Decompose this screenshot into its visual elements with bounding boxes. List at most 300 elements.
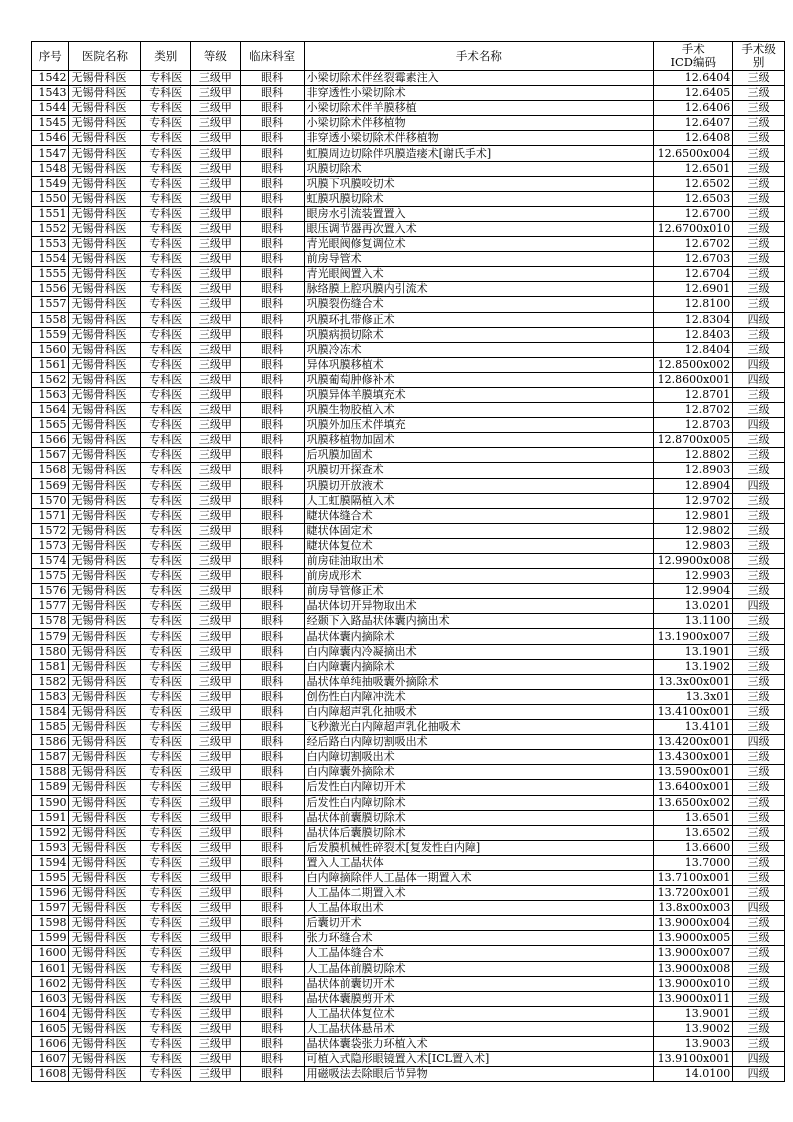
cell-surgery-name: 人工晶状体复位术 xyxy=(304,1006,654,1021)
cell-level: 三级 xyxy=(733,327,785,342)
cell-level: 三级 xyxy=(733,659,785,674)
cell-grade: 三级甲 xyxy=(191,976,241,991)
cell-level: 三级 xyxy=(733,554,785,569)
cell-level: 四级 xyxy=(733,478,785,493)
cell-no: 1569 xyxy=(32,478,69,493)
table-row xyxy=(32,674,785,689)
table-row xyxy=(32,237,785,252)
cell-surgery-name: 巩膜病损切除术 xyxy=(304,327,654,342)
cell-icd-code: 12.6702 xyxy=(654,237,733,252)
cell-type: 专科医 xyxy=(141,886,191,901)
cell-type: 专科医 xyxy=(141,931,191,946)
cell-hospital: 无锡骨科医 xyxy=(69,463,141,478)
cell-no: 1576 xyxy=(32,584,69,599)
cell-icd-code: 12.9904 xyxy=(654,584,733,599)
cell-type: 专科医 xyxy=(141,297,191,312)
cell-surgery-name: 眼压调节器再次置入术 xyxy=(304,221,654,236)
cell-grade: 三级甲 xyxy=(191,372,241,387)
cell-hospital: 无锡骨科医 xyxy=(69,418,141,433)
cell-hospital: 无锡骨科医 xyxy=(69,659,141,674)
cell-surgery-name: 脉络膜上腔巩膜内引流术 xyxy=(304,282,654,297)
cell-grade: 三级甲 xyxy=(191,765,241,780)
cell-surgery-name: 前房硅油取出术 xyxy=(304,554,654,569)
cell-no: 1599 xyxy=(32,931,69,946)
cell-icd-code: 12.6406 xyxy=(654,101,733,116)
cell-grade: 三级甲 xyxy=(191,584,241,599)
cell-hospital: 无锡骨科医 xyxy=(69,101,141,116)
cell-level: 三级 xyxy=(733,795,785,810)
cell-level: 三级 xyxy=(733,1037,785,1052)
cell-no: 1550 xyxy=(32,191,69,206)
cell-level: 三级 xyxy=(733,508,785,523)
cell-level: 三级 xyxy=(733,886,785,901)
table-row xyxy=(32,1006,785,1021)
cell-hospital: 无锡骨科医 xyxy=(69,614,141,629)
cell-level: 三级 xyxy=(733,387,785,402)
cell-icd-code: 12.6703 xyxy=(654,252,733,267)
cell-dept: 眼科 xyxy=(240,297,304,312)
cell-icd-code: 13.1900x007 xyxy=(654,629,733,644)
cell-grade: 三级甲 xyxy=(191,508,241,523)
cell-no: 1588 xyxy=(32,765,69,780)
cell-icd-code: 12.8701 xyxy=(654,387,733,402)
header-level-line1: 手术级 xyxy=(741,42,776,56)
cell-level: 三级 xyxy=(733,765,785,780)
cell-icd-code: 12.8702 xyxy=(654,403,733,418)
cell-type: 专科医 xyxy=(141,508,191,523)
cell-no: 1589 xyxy=(32,780,69,795)
cell-no: 1561 xyxy=(32,357,69,372)
cell-dept: 眼科 xyxy=(240,720,304,735)
cell-hospital: 无锡骨科医 xyxy=(69,1021,141,1036)
cell-icd-code: 13.1902 xyxy=(654,659,733,674)
cell-no: 1603 xyxy=(32,991,69,1006)
table-row xyxy=(32,312,785,327)
table-row xyxy=(32,810,785,825)
cell-surgery-name: 置入人工晶状体 xyxy=(304,855,654,870)
cell-hospital: 无锡骨科医 xyxy=(69,870,141,885)
cell-hospital: 无锡骨科医 xyxy=(69,161,141,176)
cell-no: 1600 xyxy=(32,946,69,961)
header-hospital: 医院名称 xyxy=(69,42,141,71)
cell-no: 1583 xyxy=(32,689,69,704)
cell-surgery-name: 异体巩膜移植术 xyxy=(304,357,654,372)
cell-icd-code: 13.8x00x003 xyxy=(654,901,733,916)
cell-dept: 眼科 xyxy=(240,252,304,267)
cell-surgery-name: 睫状体固定术 xyxy=(304,523,654,538)
cell-dept: 眼科 xyxy=(240,312,304,327)
header-no: 序号 xyxy=(32,42,69,71)
cell-level: 三级 xyxy=(733,252,785,267)
cell-dept: 眼科 xyxy=(240,1021,304,1036)
cell-grade: 三级甲 xyxy=(191,946,241,961)
table-row xyxy=(32,584,785,599)
cell-grade: 三级甲 xyxy=(191,387,241,402)
cell-dept: 眼科 xyxy=(240,146,304,161)
header-level-line2: 别 xyxy=(752,55,765,69)
cell-no: 1580 xyxy=(32,644,69,659)
cell-icd-code: 12.6500x004 xyxy=(654,146,733,161)
cell-type: 专科医 xyxy=(141,840,191,855)
cell-grade: 三级甲 xyxy=(191,493,241,508)
cell-grade: 三级甲 xyxy=(191,780,241,795)
cell-dept: 眼科 xyxy=(240,886,304,901)
cell-surgery-name: 可植入式隐形眼镜置入术[ICL置入术] xyxy=(304,1052,654,1067)
cell-dept: 眼科 xyxy=(240,478,304,493)
cell-hospital: 无锡骨科医 xyxy=(69,704,141,719)
cell-no: 1601 xyxy=(32,961,69,976)
cell-dept: 眼科 xyxy=(240,810,304,825)
table-row xyxy=(32,901,785,916)
cell-dept: 眼科 xyxy=(240,765,304,780)
cell-level: 三级 xyxy=(733,961,785,976)
cell-level: 三级 xyxy=(733,584,785,599)
cell-no: 1546 xyxy=(32,131,69,146)
cell-grade: 三级甲 xyxy=(191,870,241,885)
table-row xyxy=(32,538,785,553)
cell-icd-code: 13.4101 xyxy=(654,720,733,735)
cell-grade: 三级甲 xyxy=(191,659,241,674)
cell-icd-code: 12.6407 xyxy=(654,116,733,131)
cell-grade: 三级甲 xyxy=(191,403,241,418)
cell-icd-code: 13.1100 xyxy=(654,614,733,629)
cell-dept: 眼科 xyxy=(240,674,304,689)
cell-icd-code: 12.6405 xyxy=(654,86,733,101)
cell-level: 三级 xyxy=(733,463,785,478)
cell-surgery-name: 晶状体前囊膜切除术 xyxy=(304,810,654,825)
cell-no: 1581 xyxy=(32,659,69,674)
table-row xyxy=(32,131,785,146)
cell-surgery-name: 前房导管术 xyxy=(304,252,654,267)
cell-surgery-name: 晶状体囊膜剪开术 xyxy=(304,991,654,1006)
cell-surgery-name: 非穿透小梁切除术伴移植物 xyxy=(304,131,654,146)
cell-type: 专科医 xyxy=(141,191,191,206)
cell-level: 三级 xyxy=(733,704,785,719)
cell-icd-code: 13.9002 xyxy=(654,1021,733,1036)
cell-grade: 三级甲 xyxy=(191,206,241,221)
cell-dept: 眼科 xyxy=(240,689,304,704)
cell-no: 1560 xyxy=(32,342,69,357)
cell-level: 四级 xyxy=(733,901,785,916)
cell-dept: 眼科 xyxy=(240,1052,304,1067)
cell-icd-code: 12.8802 xyxy=(654,448,733,463)
cell-grade: 三级甲 xyxy=(191,735,241,750)
cell-surgery-name: 小梁切除术伴丝裂霉素注入 xyxy=(304,71,654,86)
cell-hospital: 无锡骨科医 xyxy=(69,523,141,538)
cell-grade: 三级甲 xyxy=(191,1006,241,1021)
cell-dept: 眼科 xyxy=(240,161,304,176)
cell-grade: 三级甲 xyxy=(191,840,241,855)
table-row xyxy=(32,372,785,387)
cell-hospital: 无锡骨科医 xyxy=(69,282,141,297)
cell-surgery-name: 虹膜周边切除伴巩膜造瘘术[谢氏手术] xyxy=(304,146,654,161)
cell-grade: 三级甲 xyxy=(191,614,241,629)
table-row xyxy=(32,463,785,478)
cell-surgery-name: 晶状体囊袋张力环植入术 xyxy=(304,1037,654,1052)
cell-icd-code: 13.6501 xyxy=(654,810,733,825)
header-icd-line2: ICD编码 xyxy=(670,55,717,69)
cell-no: 1596 xyxy=(32,886,69,901)
cell-type: 专科医 xyxy=(141,1067,191,1082)
table-row xyxy=(32,86,785,101)
table-row xyxy=(32,961,785,976)
cell-type: 专科医 xyxy=(141,418,191,433)
cell-no: 1574 xyxy=(32,554,69,569)
cell-type: 专科医 xyxy=(141,659,191,674)
cell-no: 1545 xyxy=(32,116,69,131)
cell-icd-code: 12.6901 xyxy=(654,282,733,297)
cell-level: 三级 xyxy=(733,146,785,161)
cell-icd-code: 13.6600 xyxy=(654,840,733,855)
cell-level: 三级 xyxy=(733,840,785,855)
cell-grade: 三级甲 xyxy=(191,221,241,236)
cell-type: 专科医 xyxy=(141,342,191,357)
cell-dept: 眼科 xyxy=(240,508,304,523)
cell-hospital: 无锡骨科医 xyxy=(69,312,141,327)
cell-hospital: 无锡骨科医 xyxy=(69,372,141,387)
cell-dept: 眼科 xyxy=(240,191,304,206)
cell-icd-code: 13.9001 xyxy=(654,1006,733,1021)
cell-icd-code: 12.9802 xyxy=(654,523,733,538)
cell-level: 三级 xyxy=(733,116,785,131)
cell-icd-code: 12.8404 xyxy=(654,342,733,357)
surgery-table xyxy=(31,41,785,1082)
cell-hospital: 无锡骨科医 xyxy=(69,629,141,644)
cell-level: 三级 xyxy=(733,976,785,991)
cell-type: 专科医 xyxy=(141,71,191,86)
cell-dept: 眼科 xyxy=(240,221,304,236)
cell-type: 专科医 xyxy=(141,372,191,387)
cell-type: 专科医 xyxy=(141,523,191,538)
cell-hospital: 无锡骨科医 xyxy=(69,795,141,810)
cell-icd-code: 12.6704 xyxy=(654,267,733,282)
cell-icd-code: 13.7100x001 xyxy=(654,870,733,885)
cell-surgery-name: 巩膜切除术 xyxy=(304,161,654,176)
cell-grade: 三级甲 xyxy=(191,886,241,901)
cell-dept: 眼科 xyxy=(240,569,304,584)
cell-dept: 眼科 xyxy=(240,403,304,418)
cell-dept: 眼科 xyxy=(240,387,304,402)
cell-type: 专科医 xyxy=(141,327,191,342)
cell-icd-code: 12.9803 xyxy=(654,538,733,553)
cell-icd-code: 13.9000x011 xyxy=(654,991,733,1006)
cell-no: 1579 xyxy=(32,629,69,644)
table-row xyxy=(32,931,785,946)
cell-no: 1570 xyxy=(32,493,69,508)
cell-type: 专科医 xyxy=(141,720,191,735)
cell-surgery-name: 巩膜切开放液术 xyxy=(304,478,654,493)
cell-icd-code: 13.4300x001 xyxy=(654,750,733,765)
cell-surgery-name: 前房导管修正术 xyxy=(304,584,654,599)
cell-dept: 眼科 xyxy=(240,584,304,599)
cell-type: 专科医 xyxy=(141,448,191,463)
cell-surgery-name: 小梁切除术伴移植物 xyxy=(304,116,654,131)
table-row xyxy=(32,342,785,357)
cell-hospital: 无锡骨科医 xyxy=(69,644,141,659)
cell-no: 1556 xyxy=(32,282,69,297)
cell-surgery-name: 晶状体囊内摘除术 xyxy=(304,629,654,644)
cell-hospital: 无锡骨科医 xyxy=(69,674,141,689)
cell-icd-code: 13.6400x001 xyxy=(654,780,733,795)
cell-surgery-name: 白内障囊内摘除术 xyxy=(304,659,654,674)
table-row xyxy=(32,886,785,901)
cell-level: 三级 xyxy=(733,916,785,931)
cell-hospital: 无锡骨科医 xyxy=(69,720,141,735)
cell-grade: 三级甲 xyxy=(191,599,241,614)
cell-hospital: 无锡骨科医 xyxy=(69,825,141,840)
cell-grade: 三级甲 xyxy=(191,855,241,870)
cell-type: 专科医 xyxy=(141,131,191,146)
cell-grade: 三级甲 xyxy=(191,86,241,101)
cell-hospital: 无锡骨科医 xyxy=(69,237,141,252)
cell-dept: 眼科 xyxy=(240,116,304,131)
cell-hospital: 无锡骨科医 xyxy=(69,840,141,855)
cell-icd-code: 13.3x00x001 xyxy=(654,674,733,689)
cell-level: 四级 xyxy=(733,1067,785,1082)
cell-grade: 三级甲 xyxy=(191,191,241,206)
cell-type: 专科医 xyxy=(141,644,191,659)
cell-dept: 眼科 xyxy=(240,961,304,976)
cell-grade: 三级甲 xyxy=(191,1052,241,1067)
cell-hospital: 无锡骨科医 xyxy=(69,433,141,448)
cell-surgery-name: 巩膜葡萄肿修补术 xyxy=(304,372,654,387)
cell-level: 三级 xyxy=(733,176,785,191)
cell-grade: 三级甲 xyxy=(191,101,241,116)
cell-type: 专科医 xyxy=(141,146,191,161)
cell-grade: 三级甲 xyxy=(191,478,241,493)
cell-dept: 眼科 xyxy=(240,176,304,191)
cell-surgery-name: 睫状体缝合术 xyxy=(304,508,654,523)
cell-type: 专科医 xyxy=(141,312,191,327)
cell-no: 1590 xyxy=(32,795,69,810)
cell-grade: 三级甲 xyxy=(191,916,241,931)
cell-no: 1571 xyxy=(32,508,69,523)
cell-no: 1578 xyxy=(32,614,69,629)
cell-grade: 三级甲 xyxy=(191,931,241,946)
cell-type: 专科医 xyxy=(141,101,191,116)
cell-no: 1551 xyxy=(32,206,69,221)
cell-surgery-name: 青光眼阀置入术 xyxy=(304,267,654,282)
cell-dept: 眼科 xyxy=(240,206,304,221)
cell-hospital: 无锡骨科医 xyxy=(69,750,141,765)
cell-icd-code: 12.6501 xyxy=(654,161,733,176)
cell-surgery-name: 青光眼阀修复调位术 xyxy=(304,237,654,252)
cell-type: 专科医 xyxy=(141,991,191,1006)
cell-no: 1568 xyxy=(32,463,69,478)
cell-level: 三级 xyxy=(733,71,785,86)
cell-level: 三级 xyxy=(733,1006,785,1021)
cell-surgery-name: 白内障摘除伴人工晶体一期置入术 xyxy=(304,870,654,885)
header-name: 手术名称 xyxy=(304,42,654,71)
cell-hospital: 无锡骨科医 xyxy=(69,508,141,523)
cell-icd-code: 12.8904 xyxy=(654,478,733,493)
cell-surgery-name: 白内障囊外摘除术 xyxy=(304,765,654,780)
cell-no: 1582 xyxy=(32,674,69,689)
cell-type: 专科医 xyxy=(141,855,191,870)
cell-hospital: 无锡骨科医 xyxy=(69,206,141,221)
cell-grade: 三级甲 xyxy=(191,961,241,976)
cell-surgery-name: 白内障切割吸出术 xyxy=(304,750,654,765)
cell-level: 三级 xyxy=(733,297,785,312)
cell-icd-code: 13.9000x005 xyxy=(654,931,733,946)
table-row xyxy=(32,252,785,267)
cell-hospital: 无锡骨科医 xyxy=(69,991,141,1006)
cell-surgery-name: 经后路白内障切割吸出术 xyxy=(304,735,654,750)
cell-no: 1557 xyxy=(32,297,69,312)
cell-hospital: 无锡骨科医 xyxy=(69,1037,141,1052)
cell-type: 专科医 xyxy=(141,825,191,840)
cell-grade: 三级甲 xyxy=(191,523,241,538)
cell-dept: 眼科 xyxy=(240,629,304,644)
header-icd-line1: 手术 xyxy=(681,42,705,56)
cell-icd-code: 13.7200x001 xyxy=(654,886,733,901)
cell-icd-code: 13.9000x004 xyxy=(654,916,733,931)
cell-no: 1564 xyxy=(32,403,69,418)
cell-surgery-name: 白内障超声乳化抽吸术 xyxy=(304,704,654,719)
cell-dept: 眼科 xyxy=(240,372,304,387)
cell-level: 四级 xyxy=(733,357,785,372)
cell-dept: 眼科 xyxy=(240,795,304,810)
cell-icd-code: 14.0100 xyxy=(654,1067,733,1082)
cell-grade: 三级甲 xyxy=(191,312,241,327)
cell-icd-code: 12.6502 xyxy=(654,176,733,191)
cell-hospital: 无锡骨科医 xyxy=(69,976,141,991)
cell-no: 1553 xyxy=(32,237,69,252)
cell-level: 三级 xyxy=(733,810,785,825)
cell-level: 三级 xyxy=(733,780,785,795)
cell-dept: 眼科 xyxy=(240,946,304,961)
cell-hospital: 无锡骨科医 xyxy=(69,946,141,961)
table-row xyxy=(32,493,785,508)
cell-grade: 三级甲 xyxy=(191,991,241,1006)
cell-level: 三级 xyxy=(733,433,785,448)
cell-icd-code: 12.9900x008 xyxy=(654,554,733,569)
table-row xyxy=(32,418,785,433)
cell-no: 1602 xyxy=(32,976,69,991)
cell-hospital: 无锡骨科医 xyxy=(69,554,141,569)
cell-surgery-name: 人工虹膜隔植入术 xyxy=(304,493,654,508)
cell-level: 三级 xyxy=(733,191,785,206)
cell-hospital: 无锡骨科医 xyxy=(69,221,141,236)
table-row xyxy=(32,554,785,569)
table-row xyxy=(32,750,785,765)
cell-type: 专科医 xyxy=(141,493,191,508)
cell-hospital: 无锡骨科医 xyxy=(69,493,141,508)
cell-type: 专科医 xyxy=(141,916,191,931)
table-row xyxy=(32,116,785,131)
cell-no: 1594 xyxy=(32,855,69,870)
cell-no: 1606 xyxy=(32,1037,69,1052)
cell-icd-code: 13.6502 xyxy=(654,825,733,840)
table-row xyxy=(32,644,785,659)
cell-surgery-name: 巩膜环扎带修正术 xyxy=(304,312,654,327)
cell-no: 1597 xyxy=(32,901,69,916)
cell-surgery-name: 人工晶体缝合术 xyxy=(304,946,654,961)
cell-surgery-name: 前房成形术 xyxy=(304,569,654,584)
cell-surgery-name: 巩膜下巩膜咬切术 xyxy=(304,176,654,191)
cell-icd-code: 12.6404 xyxy=(654,71,733,86)
cell-icd-code: 13.1901 xyxy=(654,644,733,659)
cell-hospital: 无锡骨科医 xyxy=(69,357,141,372)
cell-level: 四级 xyxy=(733,418,785,433)
cell-dept: 眼科 xyxy=(240,931,304,946)
cell-level: 三级 xyxy=(733,870,785,885)
cell-type: 专科医 xyxy=(141,584,191,599)
cell-no: 1554 xyxy=(32,252,69,267)
cell-no: 1605 xyxy=(32,1021,69,1036)
cell-dept: 眼科 xyxy=(240,523,304,538)
cell-dept: 眼科 xyxy=(240,840,304,855)
